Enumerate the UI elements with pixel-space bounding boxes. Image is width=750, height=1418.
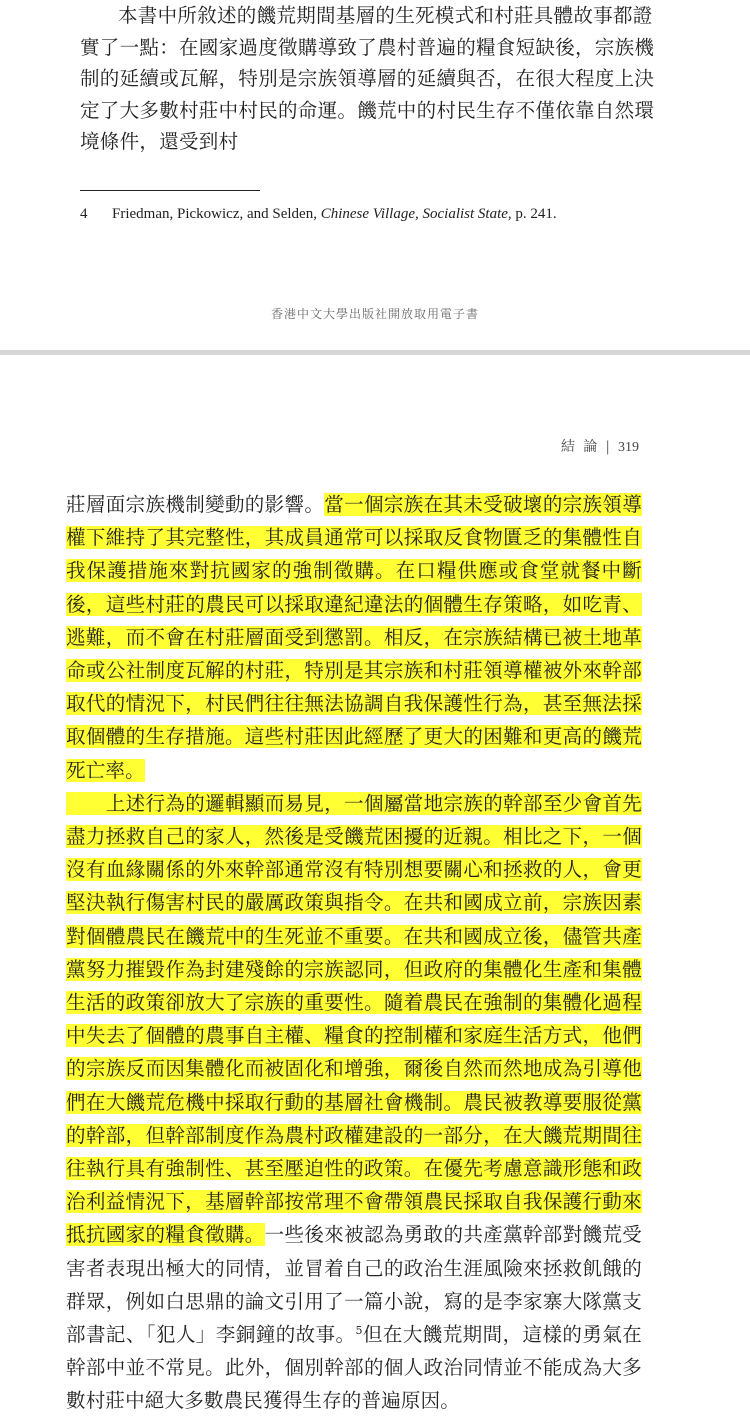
top-paragraph-text: 本書中所敘述的饑荒期間基層的生死模式和村莊具體故事都證實了一點：在國家過度徵購導致了農村普遍的糧食短缺後，宗族機制的延續或瓦解，特別是宗族領導層的延續與否，在很大程度上決定了大多數村莊中村民的命運。饑荒中的村民生存不僅依靠自然環境條件，還受到村 [80,4,655,153]
page-number: 319 [618,440,639,455]
chapter-title: 結 論 [560,439,600,455]
footnote-page: , p. 241. [507,206,557,222]
running-head-separator: | [605,439,612,455]
p2-highlighted-text[interactable]: 上述行為的邏輯顯而易見，一個屬當地宗族的幹部至少會首先盡力拯救自己的家人，然後是受饑荒困擾的近親。相比之下，一個沒有血緣關係的外來幹部通常沒有特別想要關心和拯救的人，會更堅決執行傷害村民的嚴厲政策與指令。在共和國成立前，宗族因素對個體農民在饑荒中的生死並不重要。在共和國成立後，儘管共產黨努力摧毀作為封建殘餘的宗族認同，但政府的集體化生產和集體生活的政策卻放大了宗族的重要性。隨着農民在強制的集體化過程中失去了個體的農事自主權、糧食的控制權和家庭生活方式，他們的宗族反而因集體化而被固化和增強，爾後自然而然地成為引導他們在大饑荒危機中採取行動的基層社會機制。農民被教導要服從黨的幹部，但幹部制度作為農村政權建設的一部分，在大饑荒期間往往執行具有強制性、甚至壓迫性的政策。在優先考慮意識形態和政治利益情況下，基層幹部按常理不會帶領農民採取自我保護行動來抵抗國家的糧食徵購。 [66,791,643,1247]
paragraph-1 [66,488,642,787]
previous-page [0,0,750,350]
running-head [561,436,639,456]
footnote-4 [80,204,680,224]
footnote-authors: Friedman, Pickowicz, and Selden, [112,206,321,222]
p1-highlighted-text[interactable]: 當一個宗族在其未受破壞的宗族領導權下維持了其完整性，其成員通常可以採取反食物匱乏的集體性自我保護措施來對抗國家的強制徵購。在口糧供應或食堂就餐中斷後，這些村莊的農民可以採取違紀違法的個體生存策略，如吃青、逃難，而不會在村莊層面受到懲罰。相反，在宗族結構已被土地革命或公社制度瓦解的村莊，特別是其宗族和村莊領導權被外來幹部取代的情況下，村民們往往無法協調自我保護性行為，甚至無法採取個體的生存措施。這些村莊因此經歷了更大的困難和更高的饑荒死亡率。 [66,493,642,782]
footnote-rule [80,190,260,191]
paragraph-2 [66,787,642,1418]
footnote-title: Chinese Village, Socialist State [320,206,508,222]
publisher-line: 香港中文大學出版社開放取用電子書 [270,307,479,321]
footnote-ref-5[interactable]: 5 [355,1324,363,1338]
top-paragraph [80,0,670,158]
page-body [66,488,642,1418]
p2-plain-text-a: 一些後來被認為勇敢的共產黨幹部對饑荒受害者表現出極大的同情，並冒着自己的政治生涯風險來拯救飢餓的群眾，例如白思鼎的論文引用了一篇小說，寫的是李家寨大隊黨支部書記、「犯人」李銅鐘的故事。 [66,1223,642,1347]
p2-plain-text-b: 但在大饑荒期間，這樣的勇氣在幹部中並不常見。此外，個別幹部的個人政治同情並不能成為大多數村莊中絕大多數農民獲得生存的普遍原因。 [66,1323,642,1413]
p2-highlight-indent [66,792,106,815]
footnote-number: 4 [80,206,88,222]
page-divider [0,350,750,355]
p1-plain-text: 莊層面宗族機制變動的影響。 [66,493,325,516]
